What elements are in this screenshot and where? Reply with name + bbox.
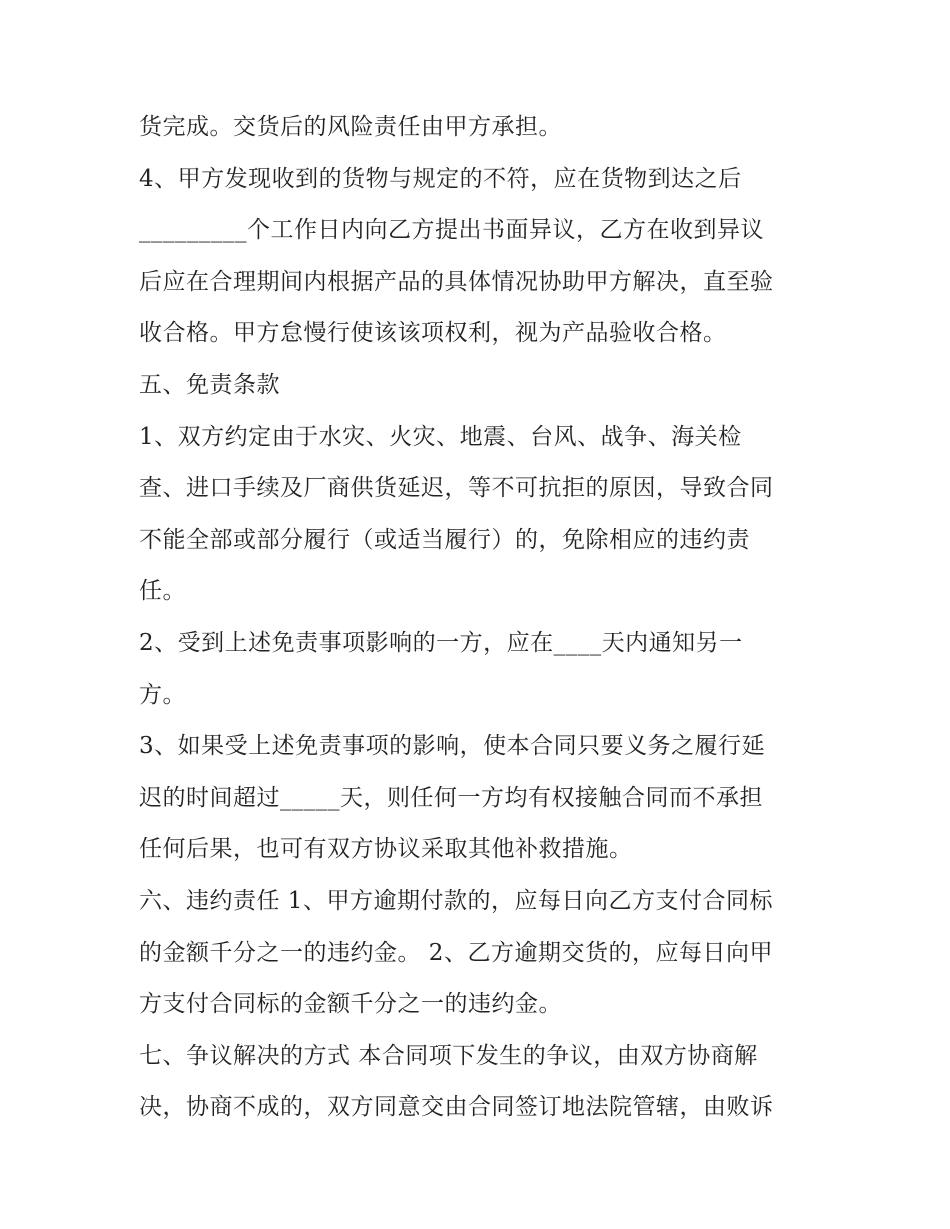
text-line: 方支付合同标的金额千分之一的违约金。 <box>139 991 562 1018</box>
section-heading: 五、免责条款 <box>139 371 280 398</box>
text-line: 1、双方约定由于水灾、火灾、地震、台风、战争、海关检 <box>139 423 742 450</box>
text-line: 货完成。交货后的风险责任由甲方承担。 <box>139 114 562 140</box>
document-body <box>139 102 819 1134</box>
text-line: 后应在合理期间内根据产品的具体情况协助甲方解决，直至验 <box>139 268 774 295</box>
text-line: 查、进口手续及厂商供货延迟，等不可抗拒的原因，导致合同 <box>139 475 774 502</box>
section-heading-line: 六、违约责任 1、甲方逾期付款的，应每日向乙方支付合同标 <box>139 887 773 914</box>
section-heading-line: 七、争议解决的方式 本合同项下发生的争议，由双方协商解 <box>139 1042 758 1069</box>
text-line: _________个工作日内向乙方提出书面异议，乙方在收到异议 <box>139 217 764 244</box>
text-line: 3、如果受上述免责事项的影响，使本合同只要义务之履行延 <box>139 733 766 760</box>
text-line: 2、受到上述免责事项影响的一方，应在____天内通知另一 <box>139 629 743 656</box>
text-line: 决，协商不成的，双方同意交由合同签订地法院管辖，由败诉 <box>139 1094 774 1121</box>
text-line: 任何后果，也可有双方协议采取其他补救措施。 <box>139 836 633 863</box>
text-line: 收合格。甲方怠慢行使该该项权利，视为产品验收合格。 <box>139 320 727 347</box>
text-line: 的金额千分之一的违约金。 2、乙方逾期交货的，应每日向甲 <box>139 939 773 966</box>
text-line: 迟的时间超过_____天，则任何一方均有权接触合同而不承担 <box>139 784 763 811</box>
text-line: 不能全部或部分履行（或适当履行）的，免除相应的违约责 <box>139 526 750 553</box>
text-line: 4、甲方发现收到的货物与规定的不符，应在货物到达之后 <box>139 165 742 192</box>
text-line: 任。 <box>139 578 186 605</box>
text-line: 方。 <box>139 681 186 708</box>
